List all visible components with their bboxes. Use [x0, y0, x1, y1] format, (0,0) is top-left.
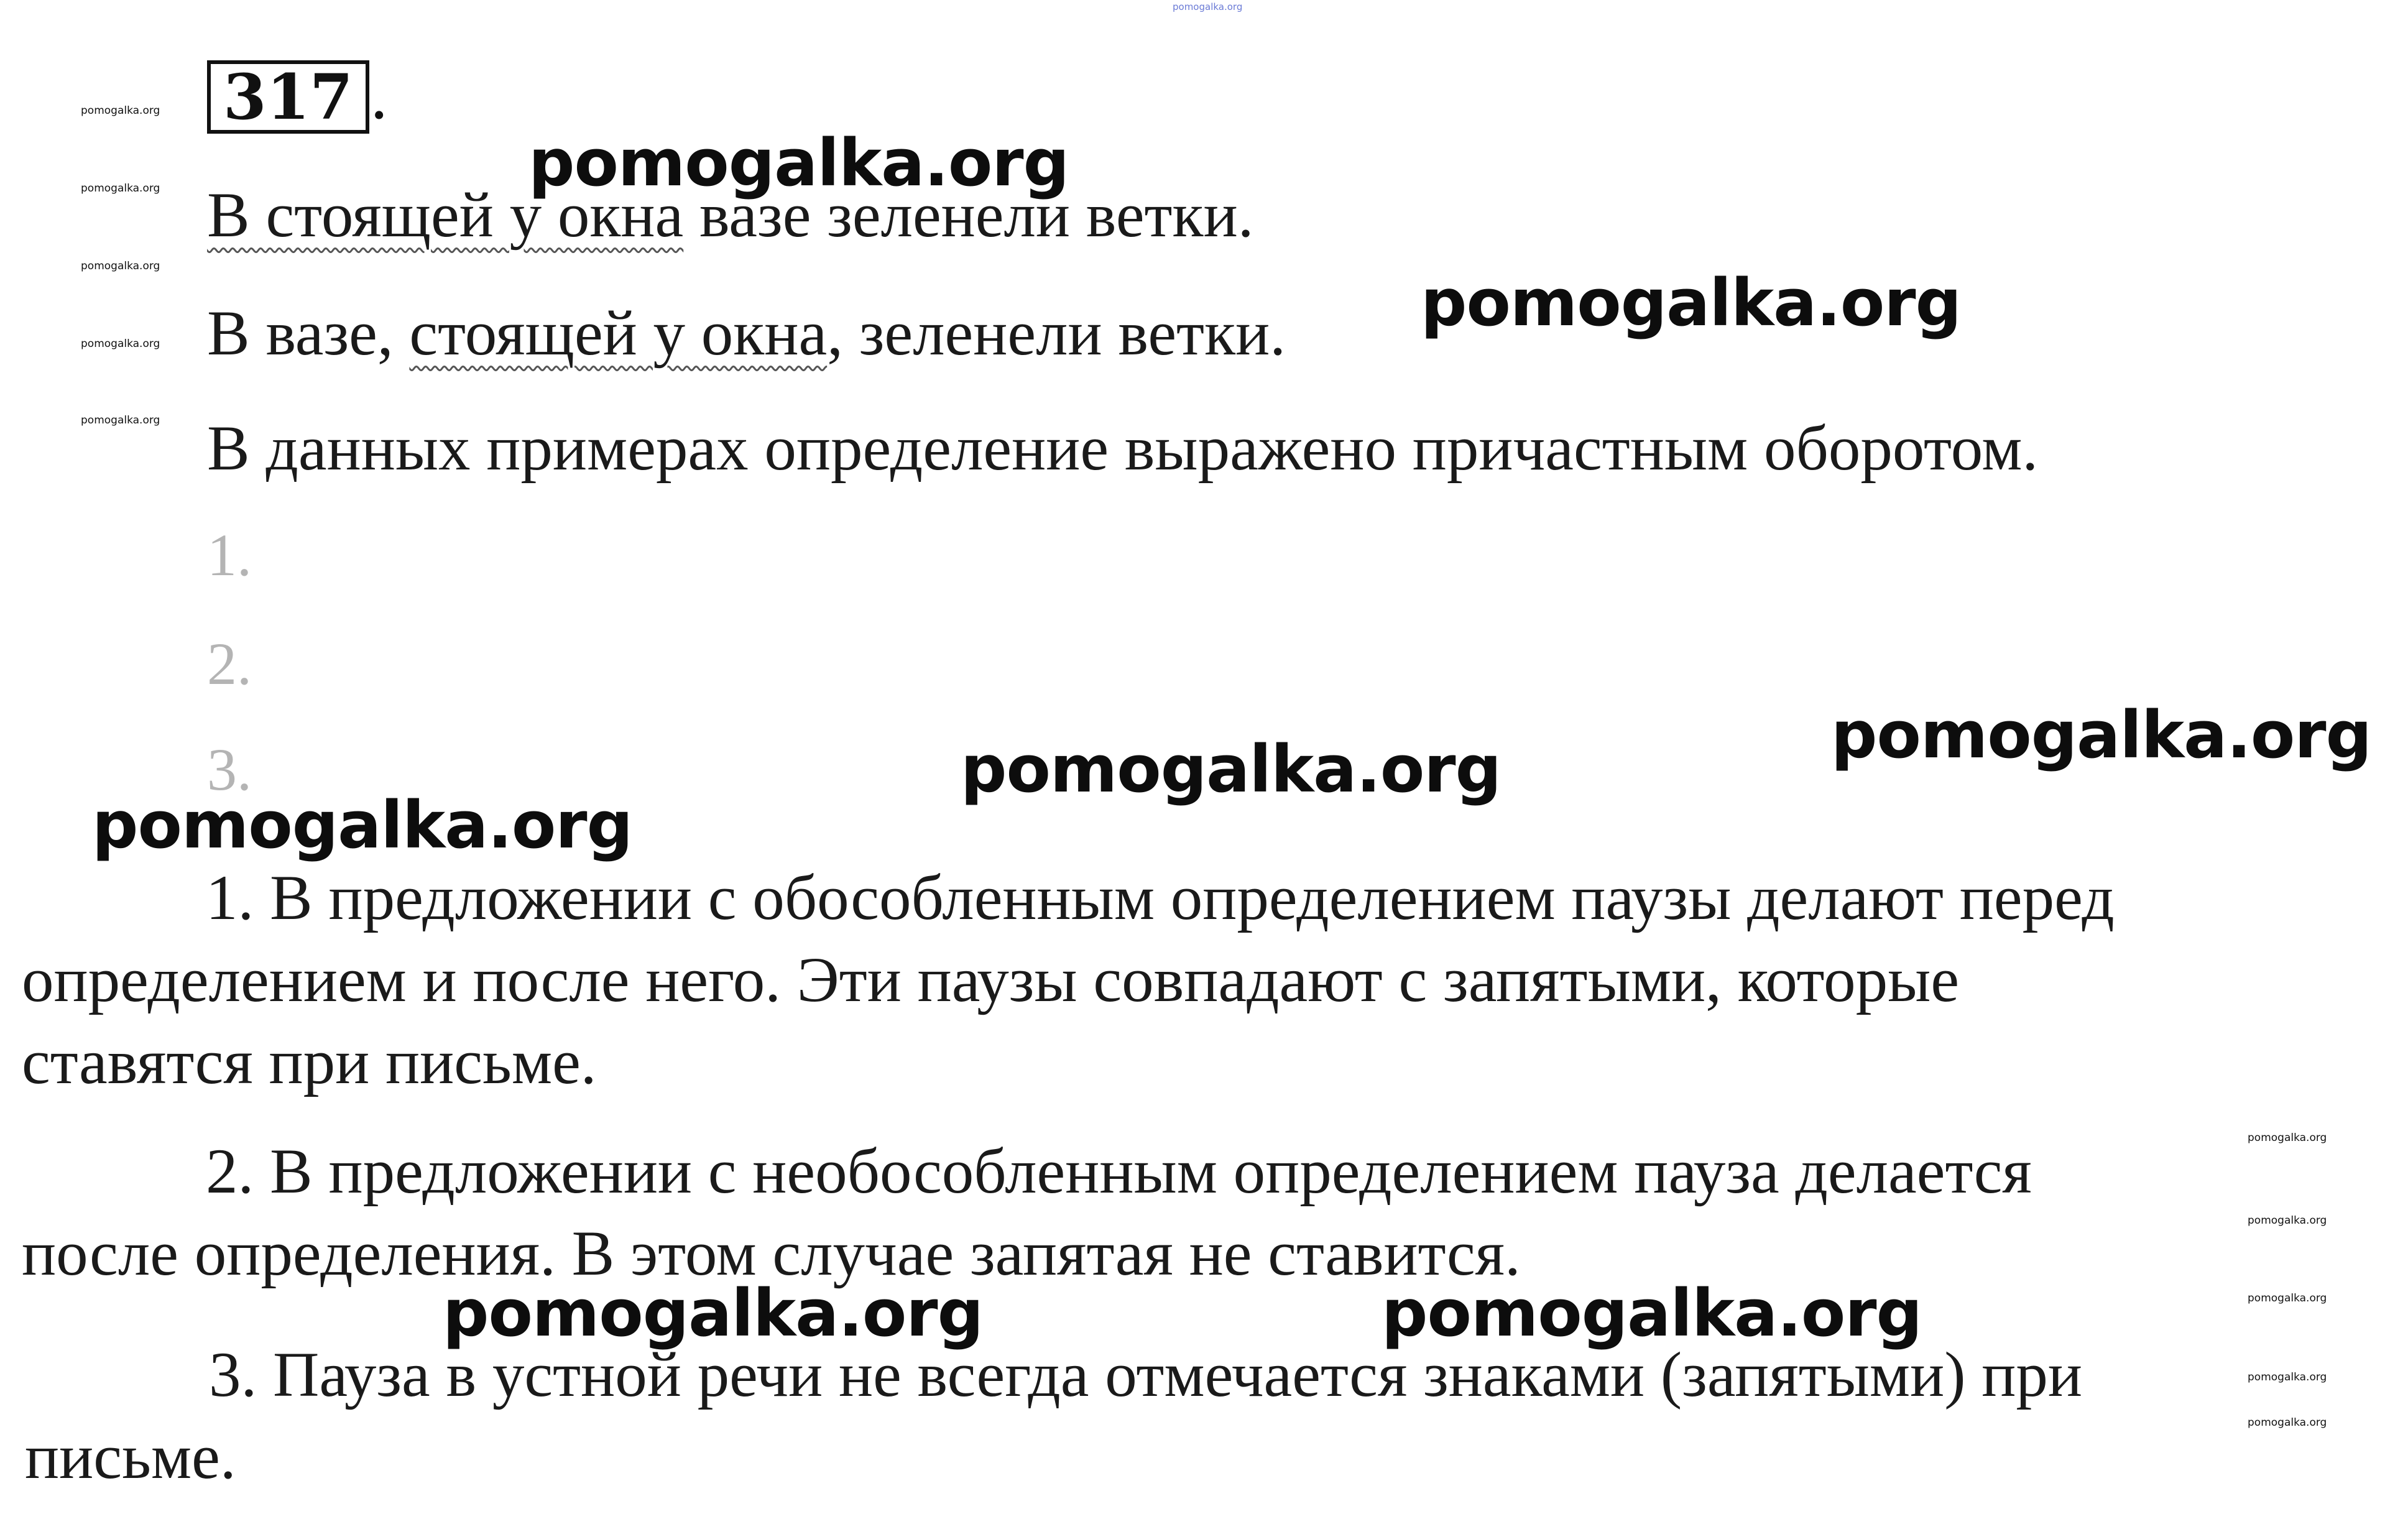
answer-1-line-3: ставятся при письме. [22, 1027, 597, 1097]
watermark-small: pomogalka.org [81, 338, 160, 350]
watermark-small: pomogalka.org [81, 182, 160, 195]
answer-paragraph-2 [22, 1130, 2384, 1295]
watermark-small: pomogalka.org [2248, 1416, 2327, 1429]
watermark-small: pomogalka.org [2248, 1292, 2327, 1304]
watermark-large: pomogalka.org [443, 1275, 984, 1351]
watermark-small: pomogalka.org [81, 104, 160, 117]
exercise-number-text: 317 [223, 60, 353, 134]
participle-phrase-1: В стоящей у окна [207, 180, 684, 251]
watermark-large: pomogalka.org [1382, 1275, 1922, 1351]
watermark-small: pomogalka.org [2248, 1214, 2327, 1227]
watermark-small: pomogalka.org [81, 260, 160, 272]
list-number-1: 1. [207, 522, 252, 588]
sentence-2-rest: , зеленели ветки. [827, 298, 1286, 369]
participle-phrase-2: стоящей у окна [409, 298, 828, 369]
exercise-number-dot: . [369, 60, 389, 133]
answer-1-line-1: 1. В предложении с обособленным определением паузы делают перед [206, 862, 2115, 933]
watermark-small: pomogalka.org [81, 414, 160, 427]
watermark-large: pomogalka.org [1831, 697, 2372, 773]
watermark-large: pomogalka.org [1421, 265, 1962, 341]
answer-3-line-1: 3. Пауза в устной речи не всегда отмечается знаками (запятыми) при [209, 1339, 2083, 1410]
watermark-small: pomogalka.org [2248, 1371, 2327, 1383]
answer-1-line-2: определением и после него. Эти паузы совпадают с запятыми, которые [22, 944, 1960, 1015]
sentence-2-start: В вазе, [207, 298, 410, 369]
example-sentence-2 [207, 298, 1286, 369]
watermark-small: pomogalka.org [2248, 1132, 2327, 1144]
explanation-line: В данных примерах определение выражено причастным оборотом. [207, 413, 2039, 484]
exercise-number-box [207, 60, 369, 134]
watermark-large: pomogalka.org [528, 125, 1069, 201]
answer-paragraph-3 [25, 1334, 2387, 1498]
list-number-3: 3. [207, 736, 252, 803]
list-number-2: 2. [207, 630, 252, 697]
watermark-top: pomogalka.org [1173, 1, 1243, 12]
answer-paragraph-1 [22, 857, 2384, 1103]
answer-2-line-2: после определения. В этом случае запятая не ставится. [22, 1218, 1521, 1289]
answer-3-line-2: письме. [25, 1421, 236, 1492]
watermark-large: pomogalka.org [961, 731, 1502, 807]
exercise-number [207, 53, 389, 134]
sentence-1-rest: вазе зеленели ветки. [683, 180, 1254, 251]
answer-2-line-1: 2. В предложении с необособленным определением пауза делается [206, 1136, 2032, 1207]
watermark-large: pomogalka.org [92, 787, 633, 863]
